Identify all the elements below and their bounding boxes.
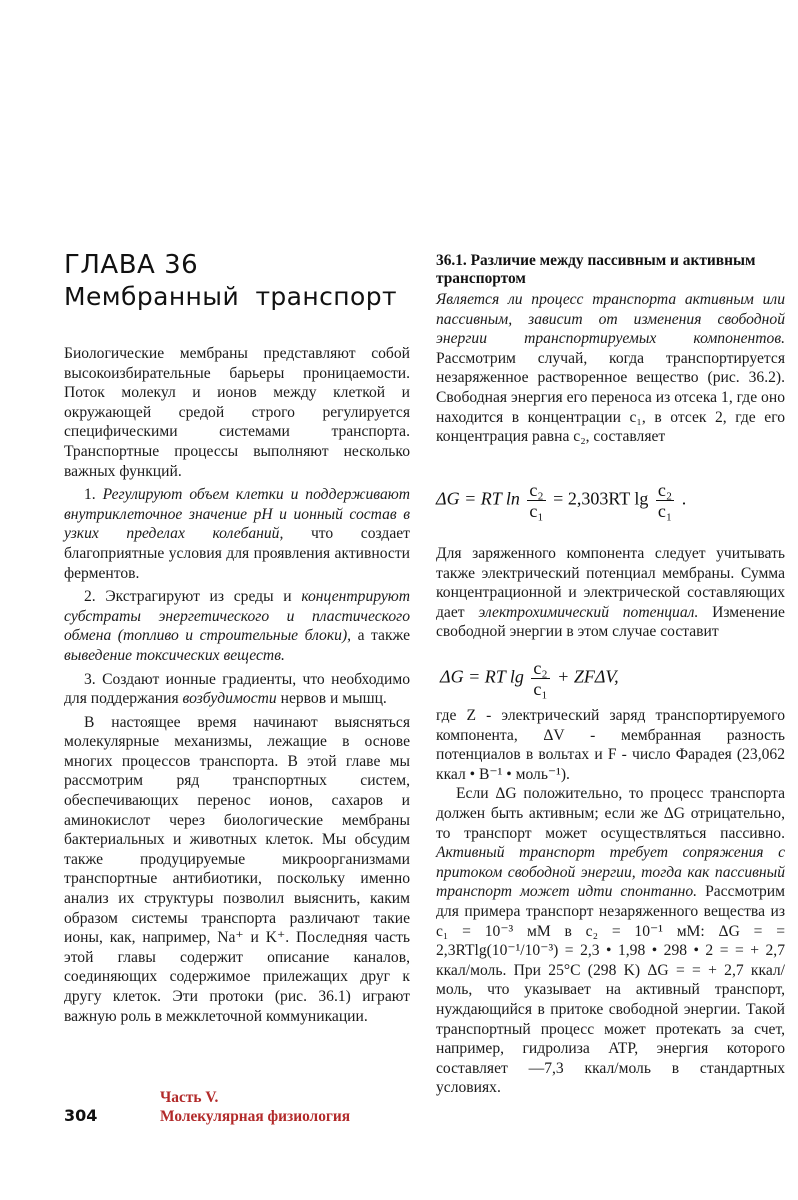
eq1-fraction-2: [656, 480, 674, 521]
right-column-part-3: [436, 706, 785, 1098]
eq2-denominator: c₁: [533, 679, 548, 699]
right-column-part-2: [436, 544, 785, 642]
item3-text-end: нервов и мышц.: [280, 690, 387, 708]
page-number: 304: [64, 1106, 98, 1125]
list-item-3: [64, 670, 410, 709]
item1-emphasis: Регулируют объем клетки и поддерживают внутриклеточное значение pH и ионный состав в узких пределах колебаний,: [64, 486, 410, 543]
intro-paragraph: Биологические мембраны представляют собой высокоизбирательные барьеры проницаемости. Поток молекул и ионов между клеткой и окружающей средой строго регулируется специфическими системами транспорта. Транспортные процессы выполняют несколько важных функций.: [64, 345, 410, 480]
eq2-fraction: [531, 658, 549, 699]
eq1-numerator-2: c₂: [657, 480, 673, 500]
eq1-end: .: [681, 488, 687, 509]
paragraph-4-text-end: Рассмотрим для примера транспорт незаряженного вещества из c₁ = 10⁻³ мМ в c₂ = 10⁻¹ мМ: ΔG = = 2,3RTlg(10⁻¹/10⁻³) = 2,3 • 1,98 • 298 • 2 = = + 2,7 ккал/моль. При 25°С (298 K) ΔG = = + 2,7 ккал/моль, что указывает на активный транспорт, нуждающийся в притоке свободной энергии. Такой транспортный процесс может протекать за счет, например, гидролиза ATP, энергия которого составляет —7,3 ккал/моль в стандартных условиях.: [436, 883, 785, 1097]
eq2-lhs: ΔG = RT lg: [440, 666, 524, 687]
item2-emphasis-2: выведение токсических веществ.: [64, 646, 285, 664]
item3-emphasis: возбудимости: [182, 690, 277, 708]
item2-emphasis-1: концентрируют субстраты энергетического и пластического обмена (топливо и строительные блоки),: [64, 588, 411, 645]
paragraph-4-emphasis: Активный транспорт требует сопряжения с притоком свободной энергии, тогда как пассивный транспорт может идти спонтанно.: [436, 844, 785, 901]
eq1-denominator: c₁: [529, 501, 544, 521]
eq2-numerator: c₂: [533, 658, 548, 678]
left-column: [64, 344, 410, 1026]
eq1-middle: = 2,303RT lg: [553, 488, 649, 509]
section-title: 36.1. Различие между пассивным и активным транспортом: [436, 252, 756, 287]
item1-number: 1.: [84, 486, 96, 504]
eq1-denominator-2: c₁: [657, 501, 673, 521]
item2-text-mid: а также: [357, 627, 411, 645]
item3-text-start: 3. Создают ионные градиенты, что необходимо для поддержания: [64, 670, 410, 708]
final-paragraph: В настоящее время начинают выясняться молекулярные механизмы, лежащие в основе многих процессов транспорта. В этой главе мы рассмотрим ряд транспортных систем, обеспечивающих перенос ионов, сахаров и аминокислот через биологические мембраны бактериальных и животных клеток. Мы обсудим также продуцируемые микроорганизмами транспортные антибиотики, поскольку именно анализ их структуры позволил выяснить, каким образом системы транспорта различают такие ионы, как, например, Na⁺ и K⁺. Последняя часть этой главы содержит описание каналов, соединяющих содержимое прилежащих друг к другу клеток. Эти протоки (рис. 36.1) играют важную роль в межклеточной коммуникации.: [64, 713, 410, 1025]
eq2-rhs: + ZFΔV,: [557, 666, 619, 687]
paragraph-1-text: Рассмотрим случай, когда транспортируется незаряженное растворенное вещество (рис. 36.2). Свободная энергия его переноса из отсека 1, где оно находится в концентрации c₁, в отсек 2, где его концентрация равна c₂, составляет: [436, 349, 785, 446]
item1-text: что создает благоприятные условия для проявления активности ферментов.: [64, 525, 410, 582]
paragraph-2: [436, 544, 785, 642]
right-column-part-1: [436, 290, 785, 447]
paragraph-2-text-end: Изменение свободной энергии в этом случае составит: [436, 603, 785, 641]
part-footer: [160, 1088, 350, 1126]
paragraph-2-text-start: Для заряженного компонента следует учитывать также электрический потенциал мембраны. Сумма концентрационной и электрической составляющих дает: [436, 545, 785, 621]
item2-text-start: 2. Экстрагируют из среды и: [84, 588, 292, 606]
equation-2: [440, 658, 619, 699]
eq1-fraction-1: [527, 480, 545, 521]
equation-1: [436, 480, 686, 521]
paragraph-4: [436, 784, 785, 1098]
eq1-numerator: c₂: [529, 480, 544, 500]
eq1-lhs: ΔG = RT ln: [436, 488, 520, 509]
list-item-2: [64, 587, 410, 665]
chapter-title: Мембранный транспорт: [64, 282, 397, 311]
part-title: Молекулярная физиология: [160, 1108, 351, 1125]
part-label: Часть V.: [160, 1089, 219, 1106]
paragraph-2-emphasis: электрохимический потенциал.: [478, 603, 699, 621]
paragraph-1-emphasis: Является ли процесс транспорта активным или пассивным, зависит от изменения свободной энергии транспортируемых компонентов.: [436, 291, 785, 348]
paragraph-3: где Z - электрический заряд транспортируемого компонента, ΔV - мембранная разность потенциалов в вольтах и F - число Фарадея (23,062 ккал • В⁻¹ • моль⁻¹).: [436, 707, 785, 783]
chapter-number: ГЛАВА 36: [64, 250, 199, 280]
list-item-1: [64, 485, 410, 583]
paragraph-1: [436, 290, 785, 447]
paragraph-4-text-start: Если ΔG положительно, то процесс транспорта должен быть активным; если же ΔG отрицательно, то транспорт может осуществляться пассивно.: [436, 785, 785, 842]
